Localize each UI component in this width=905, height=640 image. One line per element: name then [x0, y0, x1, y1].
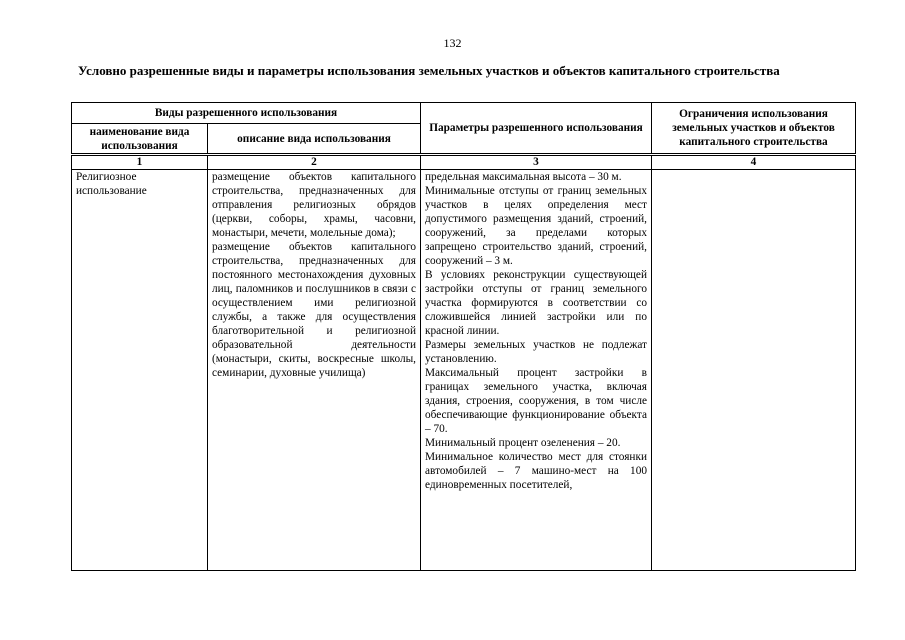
header-use-description: описание вида использования	[208, 124, 421, 155]
description-paragraph: размещение объектов капитального строительства, предназначенных для отправления религиозных обрядов (церкви, соборы, храмы, часовни, монастыри, мечети, молельные дома);	[212, 171, 416, 239]
cell-params	[421, 170, 652, 571]
header-params: Параметры разрешенного использования	[421, 103, 652, 155]
column-number: 4	[652, 155, 856, 170]
document-title: Условно разрешенные виды и параметры использования земельных участков и объектов капитального строительства	[78, 63, 780, 78]
param-paragraph: В условиях реконструкции существующей застройки отступы от границ земельного участка формируются в соответствии со сложившейся линией застройки или по красной линии.	[425, 269, 647, 337]
header-kinds-of-use: Виды разрешенного использования	[72, 103, 421, 124]
column-number: 2	[208, 155, 421, 170]
cell-use-name: Религиозное использование	[72, 170, 208, 571]
param-paragraph: предельная максимальная высота – 30 м.	[425, 171, 622, 183]
param-paragraph: Минимальные отступы от границ земельных участков в целях определения мест допустимого размещения зданий, строений, сооружений, за пределами которых запрещено строительство зданий, строений, сооружений – 3 м.	[425, 185, 647, 267]
page-number: 132	[443, 36, 462, 50]
column-number: 1	[72, 155, 208, 170]
header-use-name: наименование вида использования	[72, 124, 208, 155]
param-paragraph: Минимальное количество мест для стоянки автомобилей – 7 машино-мест на 100 единовременных посетителей,	[425, 451, 647, 491]
land-use-table	[71, 102, 856, 571]
param-paragraph: Минимальный процент озеленения – 20.	[425, 437, 621, 449]
param-paragraph: Размеры земельных участков не подлежат установлению.	[425, 339, 647, 365]
column-number: 3	[421, 155, 652, 170]
param-paragraph: Максимальный процент застройки в границах земельного участка, включая здания, строения, сооружения, в том числе обеспечивающие функционирование объекта – 70.	[425, 367, 647, 435]
cell-restrictions	[652, 170, 856, 571]
description-paragraph: размещение объектов капитального строительства, предназначенных для постоянного местонахождения духовных лиц, паломников и послушников в связи с осуществлением ими религиозной службы, а также для осуществления благотворительной и религиозной образовательной деятельности (монастыри, скиты, воскресные школы, семинарии, духовные училища)	[212, 241, 416, 379]
header-restrictions: Ограничения использования земельных участков и объектов капитального строительства	[652, 103, 856, 155]
cell-use-description	[208, 170, 421, 571]
